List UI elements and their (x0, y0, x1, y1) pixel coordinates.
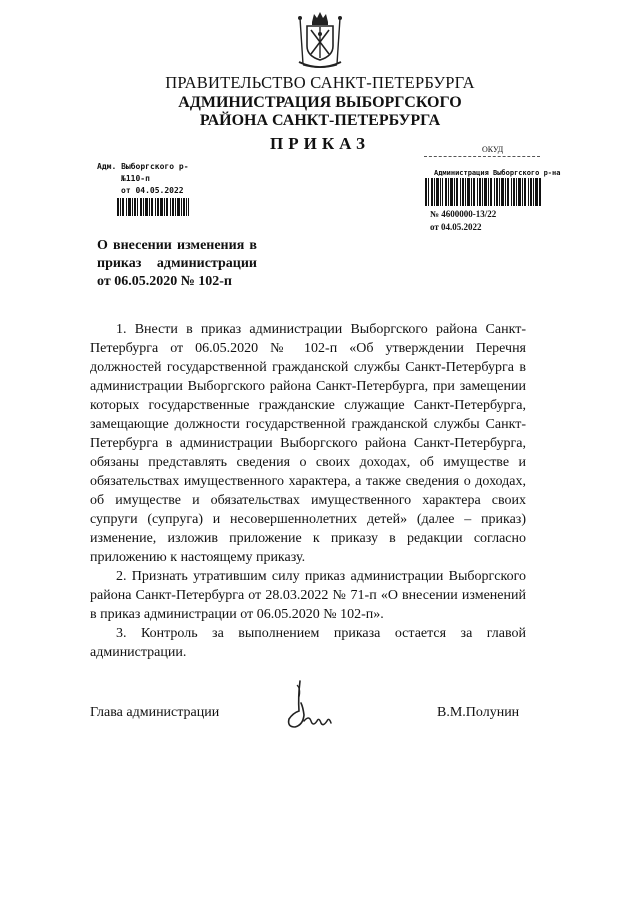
registration-stamp-left (97, 161, 189, 197)
order-subject: О внесении изменения в приказ администрации от 06.05.2020 № 102-п (97, 238, 257, 289)
stamp-left-date: от 04.05.2022 (121, 186, 184, 195)
document-type-title: ПРИКАЗ (270, 134, 370, 153)
paragraph-3: 3. Контроль за выполнением приказа остается за главой администрации. (90, 626, 526, 660)
handwritten-signature (273, 677, 343, 739)
barcode-left (117, 198, 189, 216)
administration-title-line1: АДМИНИСТРАЦИЯ ВЫБОРГСКОГО (178, 94, 462, 111)
coat-of-arms-emblem (291, 10, 349, 72)
stamp-right-number: № 4600000-13/22 (430, 209, 497, 219)
okud-label: ОКУД (482, 145, 504, 154)
stamp-right-org: Администрация Выборгского р-на (434, 169, 561, 177)
okud-dashed-line (424, 156, 540, 157)
signatory-name: В.М.Полунин (437, 705, 520, 720)
stamp-left-number: №110-п (121, 174, 150, 183)
barcode-right (425, 178, 541, 206)
stamp-left-org: Адм. Выборгского р- (97, 162, 189, 171)
paragraph-2: 2. Признать утратившим силу приказ администрации Выборгского района Санкт-Петербурга от 28.03.2022 № 71-п «О внесении изменений в приказ администрации от 06.05.2020 № 102-п». (90, 569, 526, 622)
administration-title-line2: РАЙОНА САНКТ-ПЕТЕРБУРГА (199, 112, 441, 129)
stamp-right-date: от 04.05.2022 (430, 222, 482, 232)
signatory-position: Глава администрации (90, 705, 220, 720)
government-title: ПРАВИТЕЛЬСТВО САНКТ-ПЕТЕРБУРГА (165, 73, 475, 92)
order-body (90, 320, 526, 662)
paragraph-1: 1. Внести в приказ администрации Выборгского района Санкт-Петербурга от 06.05.2020 № 102-п «Об утверждении Перечня должностей государственной гражданской службы Санкт-Петербурга в администрации Выборгского района Санкт-Петербурга, при замещении которых государственные гражданские служащие Санкт-Петербурга, замещающие должности государственной гражданской службы Санкт-Петербурга в администрации Выборгского района Санкт-Петербурга, обязаны представлять сведения о своих доходах, об имуществе и обязательствах имущественного характера, а также сведения о доходах, об имуществе и обязательствах имущественного характера своих супруги (супруга) и несовершеннолетних детей» (далее – приказ) изменение, изложив приложение к приказу в редакции согласно приложению к настоящему приказу. (90, 322, 526, 565)
